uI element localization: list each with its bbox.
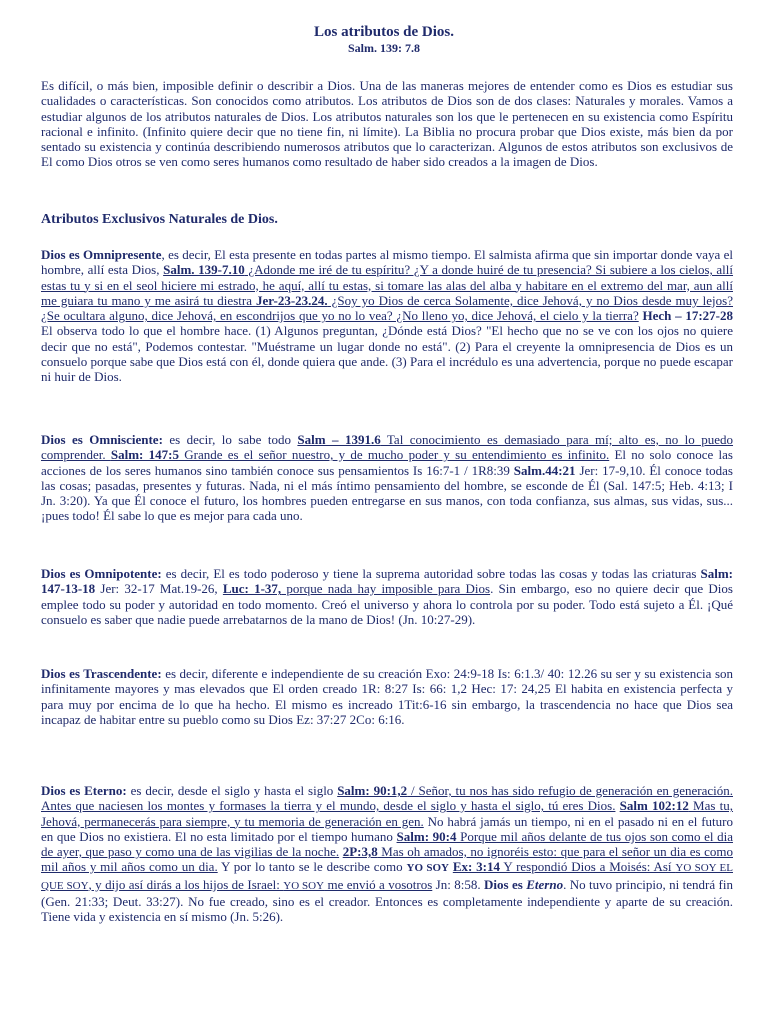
eterno-text-run: Dios es [484,876,523,892]
document-title: Los atributos de Dios. [313,24,455,40]
omnisciente-text-run: Tal conocimiento es demasiado para mí; alto es, no lo puedo comprender. [41,432,734,463]
eterno-text-run: YO SOY [283,879,325,892]
eterno-text-run: Dios es Eterno: [41,783,127,798]
omnipresente-paragraph [41,247,733,385]
omnisciente-text-run: El no solo conoce las acciones de los seres humanos sino también conoce sus pensamientos Is 16:7-1 / 1R8:39 [41,447,733,478]
trascendente-text-run: Dios es Trascendente: [41,666,162,681]
eterno-text-run: YO SOY [406,862,449,875]
omnisciente-text-run: Salm – 1391.6 [297,432,381,447]
eterno-text-run: Mas oh amados, no ignoréis esto: que para el señor un dia es como mil años y mil años como un dia. [41,844,733,875]
eterno-text-run: es decir, desde el siglo y hasta el siglo [126,783,338,798]
omnisciente-text-run: Grande es el señor nuestro, y de mucho poder y su entendimiento es infinito. [178,447,610,463]
omnipotente-text-run: Jer: 32-17 Mat.19-26, [95,581,223,597]
eterno-text-run: / Señor, tu nos has sido refugio de generación en generación. Antes que naciesen los montes y formases la tierra y el mundo, desde el siglo y hasta el siglo, tú eres Dios. [41,783,733,814]
omnipotente-text-run: porque nada hay imposible para Dios [281,581,491,597]
section-heading: Atributos Exclusivos Naturales de Dios. [41,212,278,227]
eterno-text-run: 2P:3,8 [342,844,378,860]
eterno-text-run: Salm: 90:1,2 [337,783,408,798]
omnipresente-text-run: Hech – 17:27-28 [642,308,733,324]
eterno-paragraph [41,783,733,925]
trascendente-text-run: es decir, diferente e independiente de su creación Exo: 24:9-18 Is: 6:1.3/ 40: 12.26 su ser y su existencia son infinitamente mayores y mas elevados que El orden creado 1R: 8:27 Is: 66: 1,2 Hec: 17: 24,25 El habita en existencia perfecta y para muy por encima de lo que ha hecho. El mismo es increado 1Tit:6-16 sin embargo, la trascendencia no hace que Dios sea incapaz de habitar entre su pueblo como su Dios Ez: 37:27 2Co: 6:16. [41,666,734,727]
eterno-text-run: Jn: 8:58. [432,876,485,892]
omnipresente-text-run: El observa todo lo que el hombre hace. (1) Algunos preguntan, ¿Dónde está Dios? "El hecho que no se ve con los ojos no quiere decir que no está", Podemos contestar. "Muéstrame un lugar donde no está". (2) Para el creyente la omnipresencia de Dios es un consuelo porque sabe que Dios está con él, donde quiera que ande. (3) Para el incrédulo es una advertencia, porque no puede escapar ni huir de Dios. [41,323,733,385]
omnipresente-text-run: ¿Soy yo Dios de cerca Solamente, dice Jehová, y no Dios desde muy lejos? ¿Se ocultara alguno, dice Jehová, en escondrijos que yo no lo vea? ¿No lleno yo, dice Jehová, el cielo y la tierra? [41,292,733,324]
eterno-text-run: me envió a vosotros [324,876,433,892]
omnipotente-text-run: es decir, El es todo poderoso y tiene la suprema autoridad sobre todas las cosas y todas las criaturas [161,566,701,581]
document-subtitle: Salm. 139: 7.8 [348,41,420,55]
eterno-text-run: Eterno [526,876,564,892]
omnipotente-paragraph [41,566,733,627]
omnipotente-text-run: Luc: 1-37, [222,581,282,597]
eterno-text-run: No habrá jamás un tiempo, ni en el pasado ni en el futuro en que Dios no existiera. El no esta limitado por el tiempo humano [41,813,733,844]
eterno-text-run: Salm 102:12 [619,798,689,814]
omnipresente-text-run: Jer-23-23.24. [255,292,328,308]
omnipresente-text-run: , es decir, El esta presente en todas partes al mismo tiempo. El salmista afirma que sin importar donde vaya el hombre, allí esta Dios, [41,247,733,278]
omnipresente-text-run: Salm. 139-7.10 [163,262,245,278]
omnisciente-text-run: Salm.44:21 [513,462,576,478]
eterno-text-run: , y dijo así dirás a los hijos de Israel: [88,876,284,892]
omnipresente-text-run: Dios es Omnipresente [41,247,162,262]
omnisciente-text-run: es decir, lo sabe todo [162,432,298,447]
eterno-text-run: Y por lo tanto se le describe como [217,859,407,875]
omnipresente-text-run: ¿Adonde me iré de tu espíritu? ¿Y a donde huiré de tu presencia? Si subiere a los cielos, allí estas tu y si en el seol hiciere mi estrado, he aquí, allí tu estas, si tomare las alas del alba y habitare en el extremo del mar, aun allí me guiara tu mano y me asirá tu diestra [41,262,734,308]
omnisciente-text-run: Salm: 147:5 [110,447,179,463]
trascendente-paragraph [41,666,733,727]
eterno-text-run: . No tuvo principio, ni tendrá fin (Gen. 21:33; Deut. 33:27). No fue creado, sino es el creador. Entonces es completamente independiente y aparte de su creación. Tiene vida y existencia en sí mismo (Jn. 5:26). [41,876,733,925]
omnipotente-text-run: Dios es Omnipotente: [41,566,162,581]
omnipotente-text-run: . Sin embargo, eso no quiere decir que Dios emplee todo su poder y autoridad en todo momento. Creó el universo y ahora lo controla por su poder. Todo está sujeto a Él. ¡Qué consuelo es saber que nadie puede arrebatarnos de la mano de Dios! (Jn. 10:27-29). [41,581,733,627]
eterno-text-run: Mas tu, Jehová, permanecerás para siempre, y tu memoria de generación en gen. [41,798,734,829]
intro-paragraph [41,78,733,170]
eterno-text-run: Y respondió Dios a Moisés: Así [499,859,676,875]
omnipotente-text-run: Salm: 147-13-18 [41,566,733,597]
omnisciente-text-run: Dios es Omnisciente: [41,432,163,447]
intro-text-run: Es difícil, o más bien, imposible definir o describir a Dios. Una de las maneras mejores de entender como es Dios es estudiar sus cualidades o características. Son conocidos como atributos. Los atributos de Dios son de dos clases: Naturales y morales. Vamos a estudiar algunos de los atributos naturales de Dios. Los atributos naturales son los que le pertenecen en su existencia como Espíritu racional e infinito. (Infinito quiere decir que no tiene fin, ni límite). La Biblia no procura probar que Dios existe, más bien da por sentado su existencia y continúa describiendo numerosos atributos que lo caracterizan. Algunos de estos atributos son exclusivos de El como Dios otros se ven como seres humanos como resultado de haber sido creados a la imagen de Dios. [41,78,733,170]
eterno-text-run: Salm: 90:4 [396,828,457,844]
omnisciente-text-run: Jer: 17-9,10. Él conoce todas las cosas; pasadas, presentes y futuras. Nada, ni el más íntimo pensamiento del hombre, se esconde de Él (Sal. 147:5; Heb. 4:13; I Jn. 3:20). Ya que Él conoce el futuro, los hombres pueden entregarse en sus manos, con toda confianza, sus almas, sus vidas, sus... ¡pues todo! Él sabe lo que es mejor para cada uno. [41,462,733,524]
eterno-text-run: Ex: 3:14 [452,859,500,875]
eterno-text-run: Porque mil años delante de tus ojos son como el dia de ayer, que paso y como una de las vigilias de la noche. [41,828,733,860]
omnisciente-paragraph [41,432,733,524]
eterno-text-run: YO SOY EL QUE SOY [41,862,733,892]
